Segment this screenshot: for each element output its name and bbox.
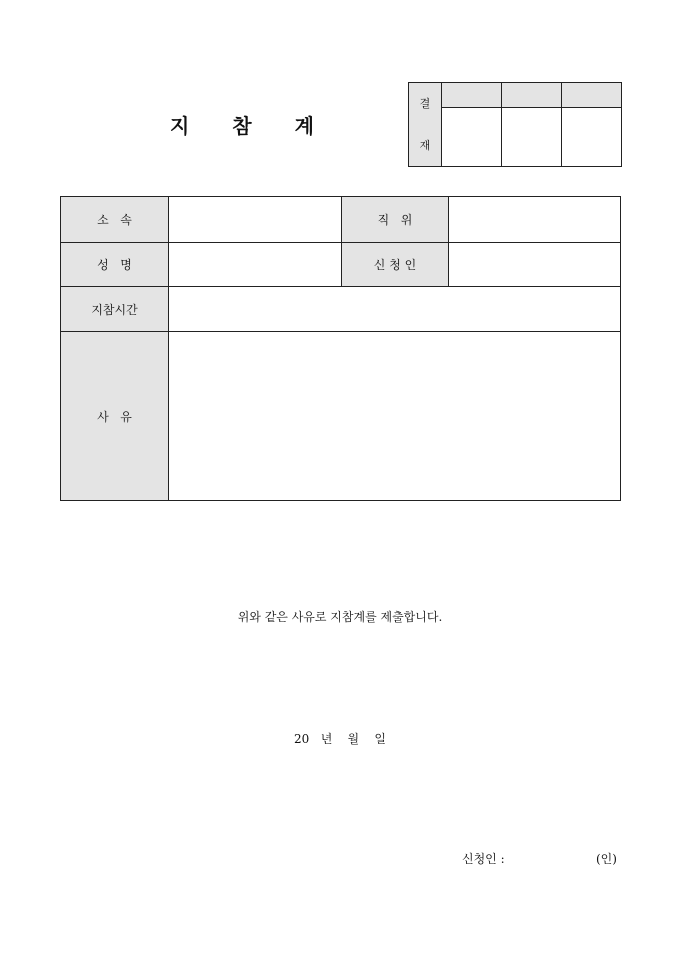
seal-placeholder: (인): [596, 852, 617, 866]
approval-box: [408, 82, 622, 167]
applicant-field[interactable]: [449, 243, 620, 286]
application-form-table: [60, 196, 621, 501]
approval-sign-cell-3[interactable]: [562, 108, 621, 166]
department-label: 소 속: [61, 197, 168, 242]
late-time-field[interactable]: [169, 287, 620, 331]
approval-label-column: [409, 83, 442, 166]
applicant-signature-label: 신청인 :: [462, 852, 505, 866]
applicant-label: 신 청 인: [342, 243, 448, 286]
submission-statement: 위와 같은 사유로 지참계를 제출합니다.: [237, 610, 443, 624]
late-time-label: 지참시간: [61, 287, 168, 331]
column-divider: [448, 197, 449, 286]
approval-sign-cell-2[interactable]: [502, 108, 561, 166]
document-title: 지 참 계: [170, 114, 332, 138]
approval-sign-cell-1[interactable]: [442, 108, 501, 166]
name-field[interactable]: [169, 243, 341, 286]
date-line: 20 년 월 일: [293, 732, 386, 746]
position-label: 직 위: [342, 197, 448, 242]
column-divider: [168, 197, 169, 500]
approval-header-row: [442, 83, 621, 108]
department-field[interactable]: [169, 197, 341, 242]
name-label: 성 명: [61, 243, 168, 286]
approval-label-top: 결: [419, 97, 431, 110]
approval-label-bottom: 재: [419, 139, 431, 152]
column-divider: [341, 197, 342, 286]
reason-field[interactable]: [169, 332, 620, 500]
position-field[interactable]: [449, 197, 620, 242]
reason-label: 사 유: [61, 332, 168, 500]
